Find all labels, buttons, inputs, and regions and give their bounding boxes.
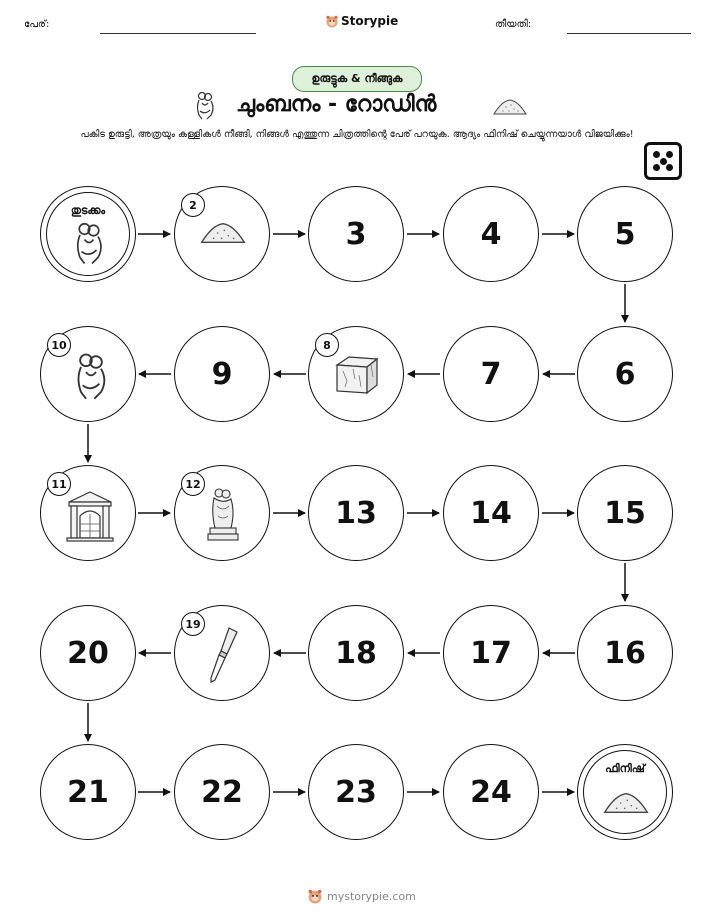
- board-cell-15: [577, 465, 673, 561]
- finish-cell: [577, 744, 673, 840]
- cell-number: 22: [201, 774, 243, 810]
- cell-badge: 19: [181, 612, 205, 636]
- board-cell-3: [308, 186, 404, 282]
- cell-badge: 12: [181, 472, 205, 496]
- board-cell-24: [443, 744, 539, 840]
- kiss-sculpture-icon: [71, 351, 111, 403]
- cell-number: 21: [67, 774, 109, 810]
- board-cell-17: [443, 605, 539, 701]
- board-cell-8: [308, 326, 404, 422]
- cell-number: 24: [470, 774, 512, 810]
- cell-number: 5: [614, 216, 636, 252]
- board-cell-18: [308, 605, 404, 701]
- cell-number: 4: [480, 216, 502, 252]
- cell-number: 6: [614, 356, 636, 392]
- storypie-mascot-icon: [308, 889, 322, 904]
- footer-site[interactable]: mystorypie.com: [327, 890, 416, 903]
- board-cell-6: [577, 326, 673, 422]
- cell-number: 3: [345, 216, 367, 252]
- sand-pile-icon: [199, 219, 247, 247]
- brand-name: Storypie: [341, 14, 399, 28]
- board-cell-16: [577, 605, 673, 701]
- marble-block-icon: [333, 351, 381, 397]
- cell-number: 15: [604, 495, 646, 531]
- board-cell-10: [40, 326, 136, 422]
- name-label: പേര്:: [24, 19, 50, 30]
- sand-pile-icon: [602, 789, 650, 817]
- board-cell-21: [40, 744, 136, 840]
- board-cell-12: [174, 465, 270, 561]
- cell-badge: 10: [47, 333, 71, 357]
- board-cell-14: [443, 465, 539, 561]
- start-label: തുടക്കം: [70, 204, 106, 217]
- cell-badge: 8: [315, 333, 339, 357]
- start-cell: [40, 186, 136, 282]
- cell-number: 18: [335, 635, 377, 671]
- statue-icon: [205, 486, 241, 544]
- board-cell-19: [174, 605, 270, 701]
- board-cell-13: [308, 465, 404, 561]
- cell-number: 20: [67, 635, 109, 671]
- cell-badge: 11: [47, 472, 71, 496]
- chisel-icon: [205, 626, 241, 686]
- board-cell-20: [40, 605, 136, 701]
- board-cell-4: [443, 186, 539, 282]
- cell-number: 9: [211, 356, 233, 392]
- date-label: തീയതി:: [495, 19, 532, 30]
- page-title: ചുംബനം - റോഡിൻ: [236, 92, 437, 117]
- cell-number: 17: [470, 635, 512, 671]
- board-cell-9: [174, 326, 270, 422]
- cell-number: 14: [470, 495, 512, 531]
- museum-doorway-icon: [65, 490, 115, 542]
- cell-number: 23: [335, 774, 377, 810]
- finish-label: ഫിനിഷ്: [605, 762, 645, 775]
- cell-badge: 2: [181, 193, 205, 217]
- board-cell-7: [443, 326, 539, 422]
- board-cell-23: [308, 744, 404, 840]
- instructions: പകിട ഉരുട്ടി, അത്രയും കള്ളികൾ നീങ്ങി, നിങ്ങൾ എത്തുന്ന ചിത്രത്തിന്റെ പേര് പറയുക. ആദ്യം ഫിനിഷ് ചെയ്യുന്നയാൾ വിജയിക്കും!: [80, 129, 634, 140]
- footer: [308, 889, 416, 904]
- cell-number: 13: [335, 495, 377, 531]
- board-cell-11: [40, 465, 136, 561]
- cell-number: 16: [604, 635, 646, 671]
- game-tag: ഉരുട്ടുക & നീങ്ങുക: [292, 66, 422, 92]
- kiss-sculpture-icon: [71, 221, 107, 267]
- board-cell-5: [577, 186, 673, 282]
- cell-number: 7: [480, 356, 502, 392]
- board-cell-22: [174, 744, 270, 840]
- board-cell-2: [174, 186, 270, 282]
